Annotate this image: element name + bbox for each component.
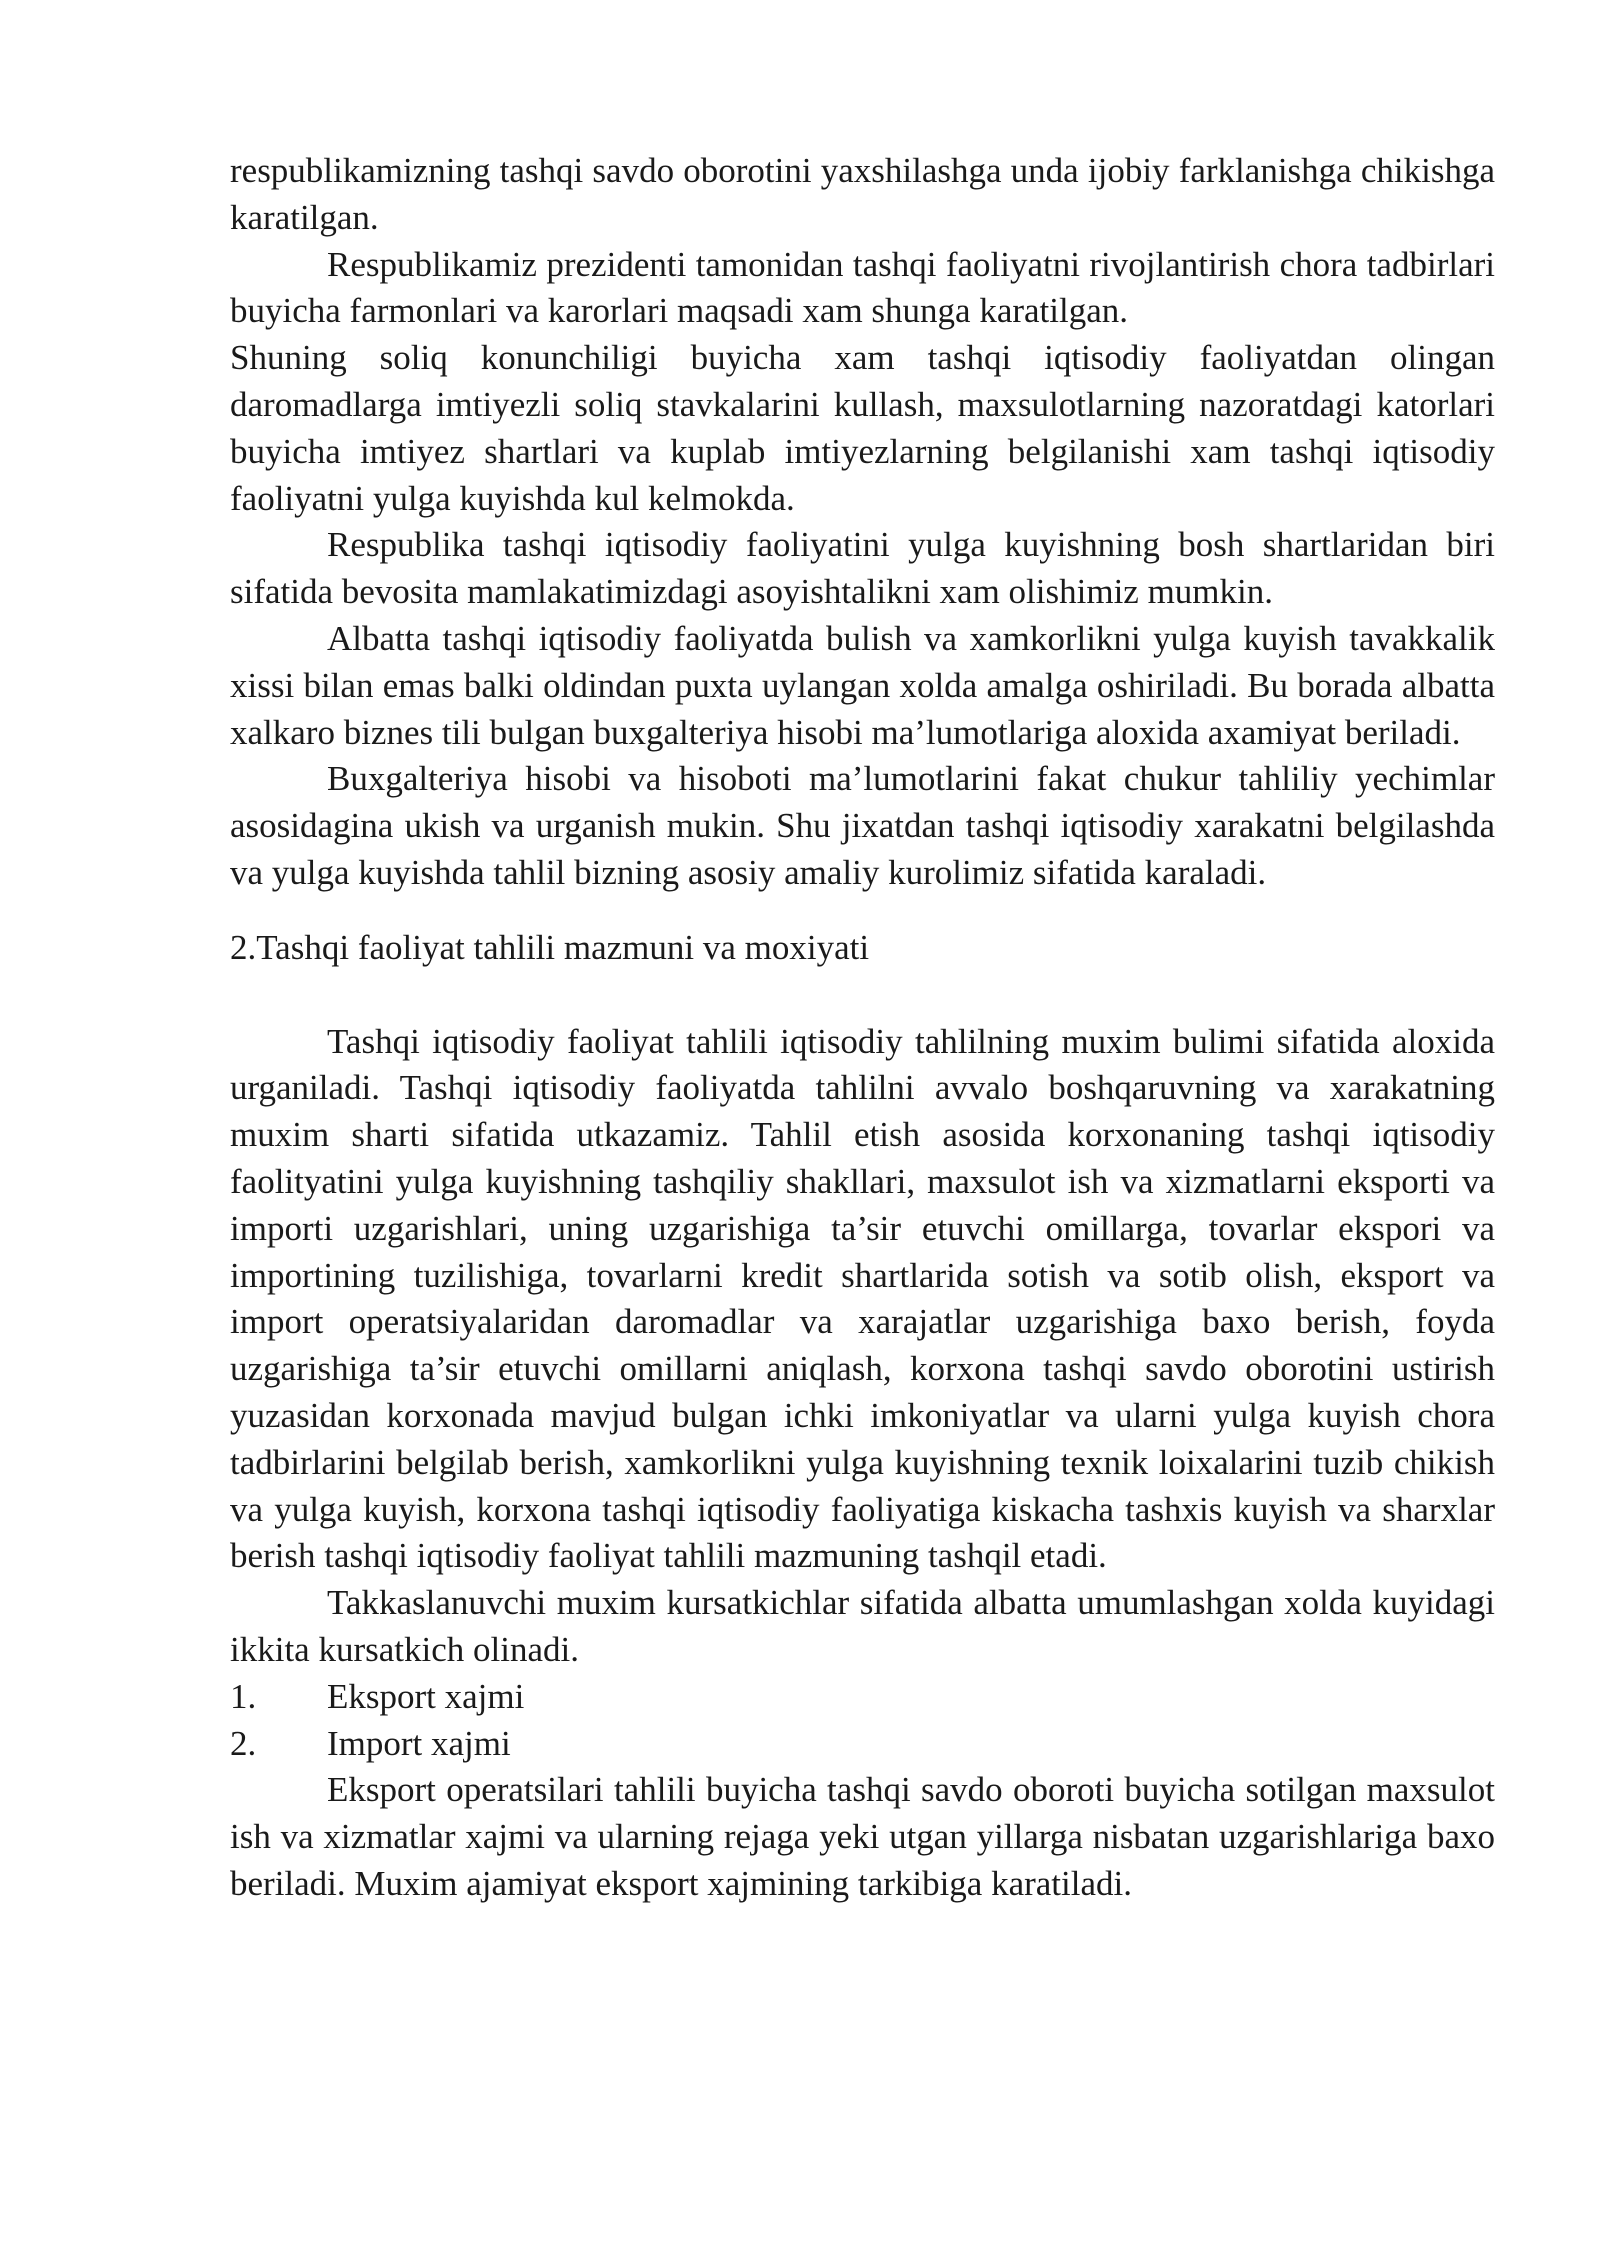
list-item-text: Eksport xajmi — [327, 1676, 525, 1716]
paragraph-analysis-overview: Tashqi iqtisodiy faoliyat tahlili iqtisodiy tahlilning muxim bulimi sifatida aloxida urganiladi. Tashqi iqtisodiy faoliyatda tahlilni avvalo boshqaruvning va xarakatning muxim sharti sifatida utkazamiz. Tahlil etish asosida korxonaning tashqi iqtisodiy faolityatini yulga kuyishning tashqiliy shakllari, maxsulot ish va xizmatlarni eksporti va importi uzgarishlari, uning uzgarishiga ta’sir etuvchi omillarga, tovarlar ekspori va importining tuzilishiga, tovarlarni kredit shartlarida sotish va sotib olish, eksport va import operatsiyalaridan daromadlar va xarajatlar uzgarishiga baxo berish, foyda uzgarishiga ta’sir etuvchi omillarni aniqlash, korxona tashqi savdo oborotini ustirish yuzasidan korxonada mavjud bulgan ichki imkoniyatlar va ularni yulga kuyish chora tadbirlarini belgilab berish, xamkorlikni yulga kuyishning texnik loixalarini tuzib chikish va yulga kuyish, korxona tashqi iqtisodiy faoliyatiga kiskacha tashxis kuyish va sharxlar berish tashqi iqtisodiy faoliyat tahlili mazmuning tashqil etadi. — [230, 1021, 1495, 1576]
paragraph-cooperation: Albatta tashqi iqtisodiy faoliyatda bulish va xamkorlikni yulga kuyish tavakkalik xissi bilan emas balki oldindan puxta uylangan xolda amalga oshiriladi. Bu borada albatta xalkaro biznes tili bulgan buxgalteriya hisobi ma’lumotlariga aloxida axamiyat beriladi. — [230, 618, 1495, 752]
section-heading: 2.Tashqi faoliyat tahlili mazmuni va moxiyati — [230, 927, 870, 967]
paragraph-main-conditions: Respublika tashqi iqtisodiy faoliyatini yulga kuyishning bosh shartlaridan biri sifatida bevosita mamlakatimizdagi asoyishtalikni xam olishimiz mumkin. — [230, 525, 1495, 612]
list-item-text: Import xajmi — [327, 1723, 511, 1763]
paragraph-accounting: Buxgalteriya hisobi va hisoboti ma’lumotlarini fakat chukur tahliliy yechimlar asosidagina ukish va urganish mukin. Shu jixatdan tashqi iqtisodiy xarakatni belgilashda va yulga kuyishda tahlil bizning asosiy amaliy kurolimiz sifatida karaladi. — [230, 759, 1495, 892]
paragraph-tax-legislation: Shuning soliq konunchiligi buyicha xam tashqi iqtisodiy faoliyatdan olingan daromadlarga imtiyezli soliq stavkalarini kullash, maxsulotlarning nazoratdagi katorlari buyicha imtiyez shartlari va kuplab imtiyezlarning belgilanishi xam tashqi iqtisodiy faoliyatni yulga kuyishda kul kelmokda. — [230, 338, 1495, 518]
document-page — [230, 148, 1495, 1908]
paragraph-president-decrees: Respublikamiz prezidenti tamonidan tashqi faoliyatni rivojlantirish chora tadbirlari buyicha farmonlari va karorlari maqsadi xam shunga karatilgan. — [230, 244, 1495, 331]
list-item — [230, 1721, 1495, 1768]
list-item — [230, 1674, 1495, 1721]
paragraph-export-operations: Eksport operatsilari tahlili buyicha tashqi savdo oboroti buyicha sotilgan maxsulot ish va xizmatlar xajmi va ularning rejaga yeki utgan yillarga nisbatan uzgarishlariga baxo beriladi. Muxim ajamiyat eksport xajmining tarkibiga karatiladi. — [230, 1770, 1495, 1903]
list-item-number: 2. — [230, 1723, 257, 1763]
paragraph-continuation: respublikamizning tashqi savdo oborotini yaxshilashga unda ijobiy farklanishga chikishga karatilgan. — [230, 151, 1495, 237]
list-item-number: 1. — [230, 1676, 257, 1716]
paragraph-indicators: Takkaslanuvchi muxim kursatkichlar sifatida albatta umumlashgan xolda kuyidagi ikkita kursatkich olinadi. — [230, 1583, 1495, 1669]
